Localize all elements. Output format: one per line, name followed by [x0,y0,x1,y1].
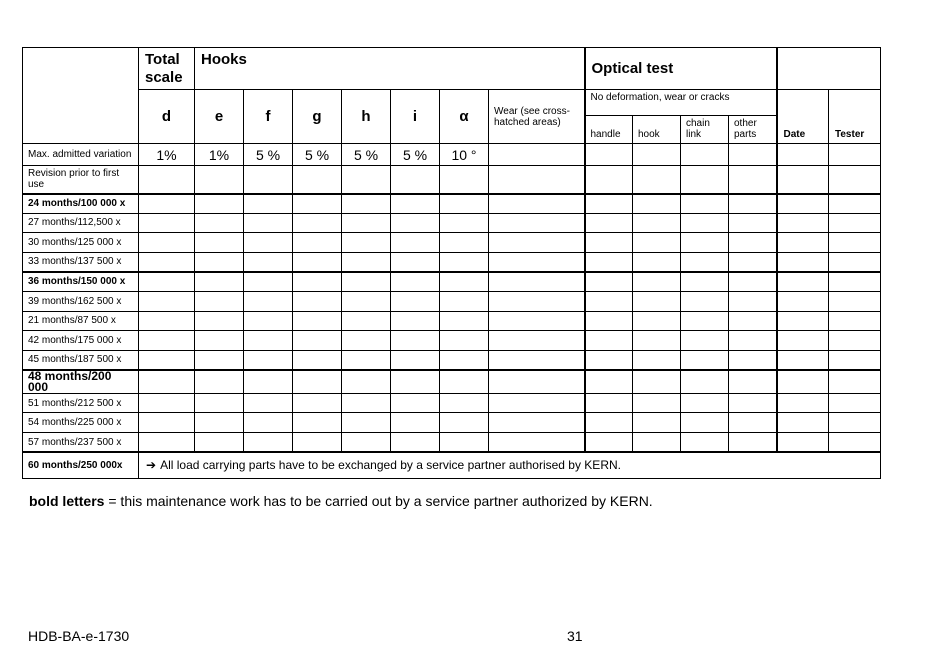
h-entry-cell[interactable] [342,252,391,272]
h-entry-cell[interactable] [342,370,391,394]
tester-header: Tester [829,90,881,144]
max-f-value: 5 % [244,144,293,166]
h-entry-cell[interactable] [342,393,391,413]
hook-entry-cell[interactable] [633,331,681,351]
wear-entry-cell[interactable] [489,370,585,394]
wear-entry-cell[interactable] [489,433,585,453]
h-entry-cell[interactable] [342,233,391,253]
final-row-message: All load carrying parts have to be exchanged by a service partner authorised by KERN. [160,458,621,473]
max-variation-label: Max. admitted variation [23,144,139,166]
d-entry-cell[interactable] [139,413,195,433]
i-entry-cell[interactable] [391,291,440,311]
max-chain-link-cell[interactable] [681,144,729,166]
alpha-entry-cell[interactable] [440,413,489,433]
maintenance-table [22,47,881,479]
wear-entry-cell[interactable] [489,233,585,253]
g-entry-cell[interactable] [293,194,342,214]
max-h-value: 5 % [342,144,391,166]
max-handle-cell[interactable] [585,144,633,166]
wear-entry-cell[interactable] [489,272,585,292]
max-tester-cell[interactable] [829,144,881,166]
f-entry-cell[interactable] [244,393,293,413]
wear-entry-cell[interactable] [489,291,585,311]
tester-entry-cell[interactable] [829,252,881,272]
alpha-entry-cell[interactable] [440,370,489,394]
alpha-entry-cell[interactable] [440,311,489,331]
chain-link-entry-cell[interactable] [681,272,729,292]
row-label: 24 months/100 000 x [23,194,139,214]
d-entry-cell[interactable] [139,252,195,272]
handle-entry-cell[interactable] [585,194,633,214]
d-entry-cell[interactable] [139,194,195,214]
i-entry-cell[interactable] [391,393,440,413]
final-row [23,452,881,478]
e-entry-cell[interactable] [195,331,244,351]
e-entry-cell[interactable] [195,370,244,394]
max-alpha-value: 10 ° [440,144,489,166]
chain-link-entry-cell[interactable] [681,433,729,453]
i-entry-cell[interactable] [391,252,440,272]
revision-label: Revision prior to first use [23,166,139,194]
hook-entry-cell[interactable] [633,272,681,292]
other-parts-entry-cell[interactable] [729,413,777,433]
d-entry-cell[interactable] [139,393,195,413]
i-entry-cell[interactable] [391,233,440,253]
e-entry-cell[interactable] [195,194,244,214]
col-i-header: i [391,90,440,144]
revision-e-cell[interactable] [195,166,244,194]
date-header: Date [777,90,829,144]
d-entry-cell[interactable] [139,213,195,233]
chain-link-entry-cell[interactable] [681,213,729,233]
date-entry-cell[interactable] [777,311,829,331]
date-entry-cell[interactable] [777,233,829,253]
final-row-message-cell [139,452,881,478]
wear-entry-cell[interactable] [489,350,585,370]
i-entry-cell[interactable] [391,213,440,233]
date-entry-cell[interactable] [777,213,829,233]
d-entry-cell[interactable] [139,370,195,394]
revision-date-cell[interactable] [777,166,829,194]
i-entry-cell[interactable] [391,272,440,292]
tester-entry-cell[interactable] [829,194,881,214]
g-entry-cell[interactable] [293,213,342,233]
i-entry-cell[interactable] [391,194,440,214]
legend-note-text: = this maintenance work has to be carried out by a service partner authorized by KERN. [104,493,653,509]
e-entry-cell[interactable] [195,413,244,433]
table-row [23,433,881,453]
date-entry-cell[interactable] [777,393,829,413]
h-entry-cell[interactable] [342,350,391,370]
corner-cell [23,48,139,144]
revision-other-parts-cell[interactable] [729,166,777,194]
e-entry-cell[interactable] [195,291,244,311]
g-entry-cell[interactable] [293,272,342,292]
revision-tester-cell[interactable] [829,166,881,194]
g-entry-cell[interactable] [293,370,342,394]
d-entry-cell[interactable] [139,291,195,311]
wear-entry-cell[interactable] [489,311,585,331]
table-row [23,194,881,214]
date-entry-cell[interactable] [777,433,829,453]
table-row [23,331,881,351]
handle-entry-cell[interactable] [585,350,633,370]
row-label: 45 months/187 500 x [23,350,139,370]
g-entry-cell[interactable] [293,252,342,272]
wear-entry-cell[interactable] [489,252,585,272]
chain-link-entry-cell[interactable] [681,331,729,351]
g-entry-cell[interactable] [293,233,342,253]
tester-entry-cell[interactable] [829,370,881,394]
max-i-value: 5 % [391,144,440,166]
wear-entry-cell[interactable] [489,413,585,433]
col-alpha-header: α [440,90,489,144]
revision-g-cell[interactable] [293,166,342,194]
row-label: 48 months/200 000 [23,370,139,394]
row-label: 27 months/112,500 x [23,213,139,233]
col-e-header: e [195,90,244,144]
e-entry-cell[interactable] [195,350,244,370]
hook-entry-cell[interactable] [633,291,681,311]
total-scale-header: Total scale [139,48,195,90]
max-g-value: 5 % [293,144,342,166]
h-entry-cell[interactable] [342,433,391,453]
f-entry-cell[interactable] [244,213,293,233]
revision-wear-cell[interactable] [489,166,585,194]
handle-entry-cell[interactable] [585,331,633,351]
e-entry-cell[interactable] [195,213,244,233]
d-entry-cell[interactable] [139,331,195,351]
table-row [23,252,881,272]
tester-entry-cell[interactable] [829,393,881,413]
i-entry-cell[interactable] [391,433,440,453]
other-parts-entry-cell[interactable] [729,370,777,394]
d-entry-cell[interactable] [139,433,195,453]
tester-entry-cell[interactable] [829,233,881,253]
h-entry-cell[interactable] [342,331,391,351]
row-label: 57 months/237 500 x [23,433,139,453]
d-entry-cell[interactable] [139,233,195,253]
revision-alpha-cell[interactable] [440,166,489,194]
alpha-entry-cell[interactable] [440,213,489,233]
f-entry-cell[interactable] [244,233,293,253]
hook-entry-cell[interactable] [633,433,681,453]
chain-link-entry-cell[interactable] [681,311,729,331]
table-row [23,291,881,311]
table-row [23,350,881,370]
i-entry-cell[interactable] [391,370,440,394]
alpha-entry-cell[interactable] [440,272,489,292]
h-entry-cell[interactable] [342,311,391,331]
i-entry-cell[interactable] [391,331,440,351]
revision-f-cell[interactable] [244,166,293,194]
g-entry-cell[interactable] [293,331,342,351]
handle-header: handle [585,116,633,144]
row-label: 51 months/212 500 x [23,393,139,413]
chain-link-entry-cell[interactable] [681,252,729,272]
revision-chain-link-cell[interactable] [681,166,729,194]
f-entry-cell[interactable] [244,433,293,453]
d-entry-cell[interactable] [139,311,195,331]
chain-link-entry-cell[interactable] [681,194,729,214]
g-entry-cell[interactable] [293,311,342,331]
other-parts-entry-cell[interactable] [729,272,777,292]
alpha-entry-cell[interactable] [440,233,489,253]
handle-entry-cell[interactable] [585,393,633,413]
alpha-entry-cell[interactable] [440,291,489,311]
col-d-header: d [139,90,195,144]
e-entry-cell[interactable] [195,311,244,331]
handle-entry-cell[interactable] [585,233,633,253]
f-entry-cell[interactable] [244,252,293,272]
revision-row [23,166,881,194]
col-f-header: f [244,90,293,144]
date-entry-cell[interactable] [777,331,829,351]
row-label: 39 months/162 500 x [23,291,139,311]
row-label: 42 months/175 000 x [23,331,139,351]
date-entry-cell[interactable] [777,350,829,370]
document-id: HDB-BA-e-1730 [28,628,130,644]
hook-entry-cell[interactable] [633,311,681,331]
table-row [23,393,881,413]
tester-entry-cell[interactable] [829,291,881,311]
no-deformation-header: No deformation, wear or cracks [585,90,777,116]
table-row [23,272,881,292]
date-tester-top-cell [777,48,881,90]
max-d-value: 1% [139,144,195,166]
handle-entry-cell[interactable] [585,370,633,394]
other-parts-entry-cell[interactable] [729,393,777,413]
hook-entry-cell[interactable] [633,370,681,394]
tester-entry-cell[interactable] [829,413,881,433]
date-entry-cell[interactable] [777,272,829,292]
i-entry-cell[interactable] [391,311,440,331]
f-entry-cell[interactable] [244,350,293,370]
chain-link-entry-cell[interactable] [681,413,729,433]
d-entry-cell[interactable] [139,350,195,370]
legend-note-bold: bold letters [29,493,105,509]
g-entry-cell[interactable] [293,350,342,370]
alpha-entry-cell[interactable] [440,194,489,214]
col-h-header: h [342,90,391,144]
f-entry-cell[interactable] [244,311,293,331]
max-variation-row [23,144,881,166]
f-entry-cell[interactable] [244,331,293,351]
h-entry-cell[interactable] [342,194,391,214]
row-label: 54 months/225 000 x [23,413,139,433]
h-entry-cell[interactable] [342,291,391,311]
chain-link-header: chain link [681,116,729,144]
handle-entry-cell[interactable] [585,433,633,453]
hook-header: hook [633,116,681,144]
e-entry-cell[interactable] [195,252,244,272]
handle-entry-cell[interactable] [585,413,633,433]
e-entry-cell[interactable] [195,233,244,253]
date-entry-cell[interactable] [777,194,829,214]
handle-entry-cell[interactable] [585,291,633,311]
hook-entry-cell[interactable] [633,413,681,433]
g-entry-cell[interactable] [293,291,342,311]
table-row [23,413,881,433]
f-entry-cell[interactable] [244,272,293,292]
hook-entry-cell[interactable] [633,213,681,233]
handle-entry-cell[interactable] [585,252,633,272]
max-e-value: 1% [195,144,244,166]
arrow-right-icon: ➔ [146,458,157,473]
revision-handle-cell[interactable] [585,166,633,194]
i-entry-cell[interactable] [391,350,440,370]
optical-test-header: Optical test [585,48,777,90]
table-row [23,213,881,233]
hook-entry-cell[interactable] [633,233,681,253]
other-parts-entry-cell[interactable] [729,291,777,311]
alpha-entry-cell[interactable] [440,252,489,272]
page-number: 31 [567,628,583,644]
hook-entry-cell[interactable] [633,252,681,272]
handle-entry-cell[interactable] [585,272,633,292]
wear-entry-cell[interactable] [489,213,585,233]
i-entry-cell[interactable] [391,413,440,433]
other-parts-entry-cell[interactable] [729,213,777,233]
tester-entry-cell[interactable] [829,213,881,233]
date-entry-cell[interactable] [777,252,829,272]
wear-entry-cell[interactable] [489,331,585,351]
h-entry-cell[interactable] [342,272,391,292]
tester-entry-cell[interactable] [829,311,881,331]
final-row-label: 60 months/250 000x [23,452,139,478]
other-parts-entry-cell[interactable] [729,252,777,272]
tester-entry-cell[interactable] [829,331,881,351]
row-label: 30 months/125 000 x [23,233,139,253]
other-parts-entry-cell[interactable] [729,433,777,453]
e-entry-cell[interactable] [195,393,244,413]
revision-i-cell[interactable] [391,166,440,194]
alpha-entry-cell[interactable] [440,433,489,453]
f-entry-cell[interactable] [244,370,293,394]
table-row [23,233,881,253]
handle-entry-cell[interactable] [585,213,633,233]
other-parts-header: other parts [729,116,777,144]
d-entry-cell[interactable] [139,272,195,292]
handle-entry-cell[interactable] [585,311,633,331]
alpha-entry-cell[interactable] [440,331,489,351]
revision-h-cell[interactable] [342,166,391,194]
wear-header: Wear (see cross-hatched areas) [489,90,585,144]
f-entry-cell[interactable] [244,194,293,214]
hook-entry-cell[interactable] [633,194,681,214]
hook-entry-cell[interactable] [633,350,681,370]
revision-d-cell[interactable] [139,166,195,194]
hooks-header: Hooks [195,48,585,90]
tester-entry-cell[interactable] [829,272,881,292]
max-date-cell[interactable] [777,144,829,166]
wear-entry-cell[interactable] [489,194,585,214]
date-entry-cell[interactable] [777,413,829,433]
other-parts-entry-cell[interactable] [729,331,777,351]
e-entry-cell[interactable] [195,272,244,292]
date-entry-cell[interactable] [777,370,829,394]
other-parts-entry-cell[interactable] [729,311,777,331]
alpha-entry-cell[interactable] [440,393,489,413]
date-entry-cell[interactable] [777,291,829,311]
chain-link-entry-cell[interactable] [681,291,729,311]
row-label: 21 months/87 500 x [23,311,139,331]
table-row [23,311,881,331]
chain-link-entry-cell[interactable] [681,233,729,253]
f-entry-cell[interactable] [244,291,293,311]
max-hook-cell[interactable] [633,144,681,166]
hook-entry-cell[interactable] [633,393,681,413]
e-entry-cell[interactable] [195,433,244,453]
tester-entry-cell[interactable] [829,350,881,370]
other-parts-entry-cell[interactable] [729,194,777,214]
col-g-header: g [293,90,342,144]
table-row [23,370,881,394]
g-entry-cell[interactable] [293,413,342,433]
wear-entry-cell[interactable] [489,393,585,413]
f-entry-cell[interactable] [244,413,293,433]
tester-entry-cell[interactable] [829,433,881,453]
alpha-entry-cell[interactable] [440,350,489,370]
chain-link-entry-cell[interactable] [681,370,729,394]
chain-link-entry-cell[interactable] [681,350,729,370]
h-entry-cell[interactable] [342,413,391,433]
g-entry-cell[interactable] [293,393,342,413]
revision-hook-cell[interactable] [633,166,681,194]
legend-note [29,493,653,509]
max-wear-cell[interactable] [489,144,585,166]
other-parts-entry-cell[interactable] [729,233,777,253]
row-label: 36 months/150 000 x [23,272,139,292]
other-parts-entry-cell[interactable] [729,350,777,370]
row-label: 33 months/137 500 x [23,252,139,272]
h-entry-cell[interactable] [342,213,391,233]
max-other-parts-cell[interactable] [729,144,777,166]
chain-link-entry-cell[interactable] [681,393,729,413]
g-entry-cell[interactable] [293,433,342,453]
